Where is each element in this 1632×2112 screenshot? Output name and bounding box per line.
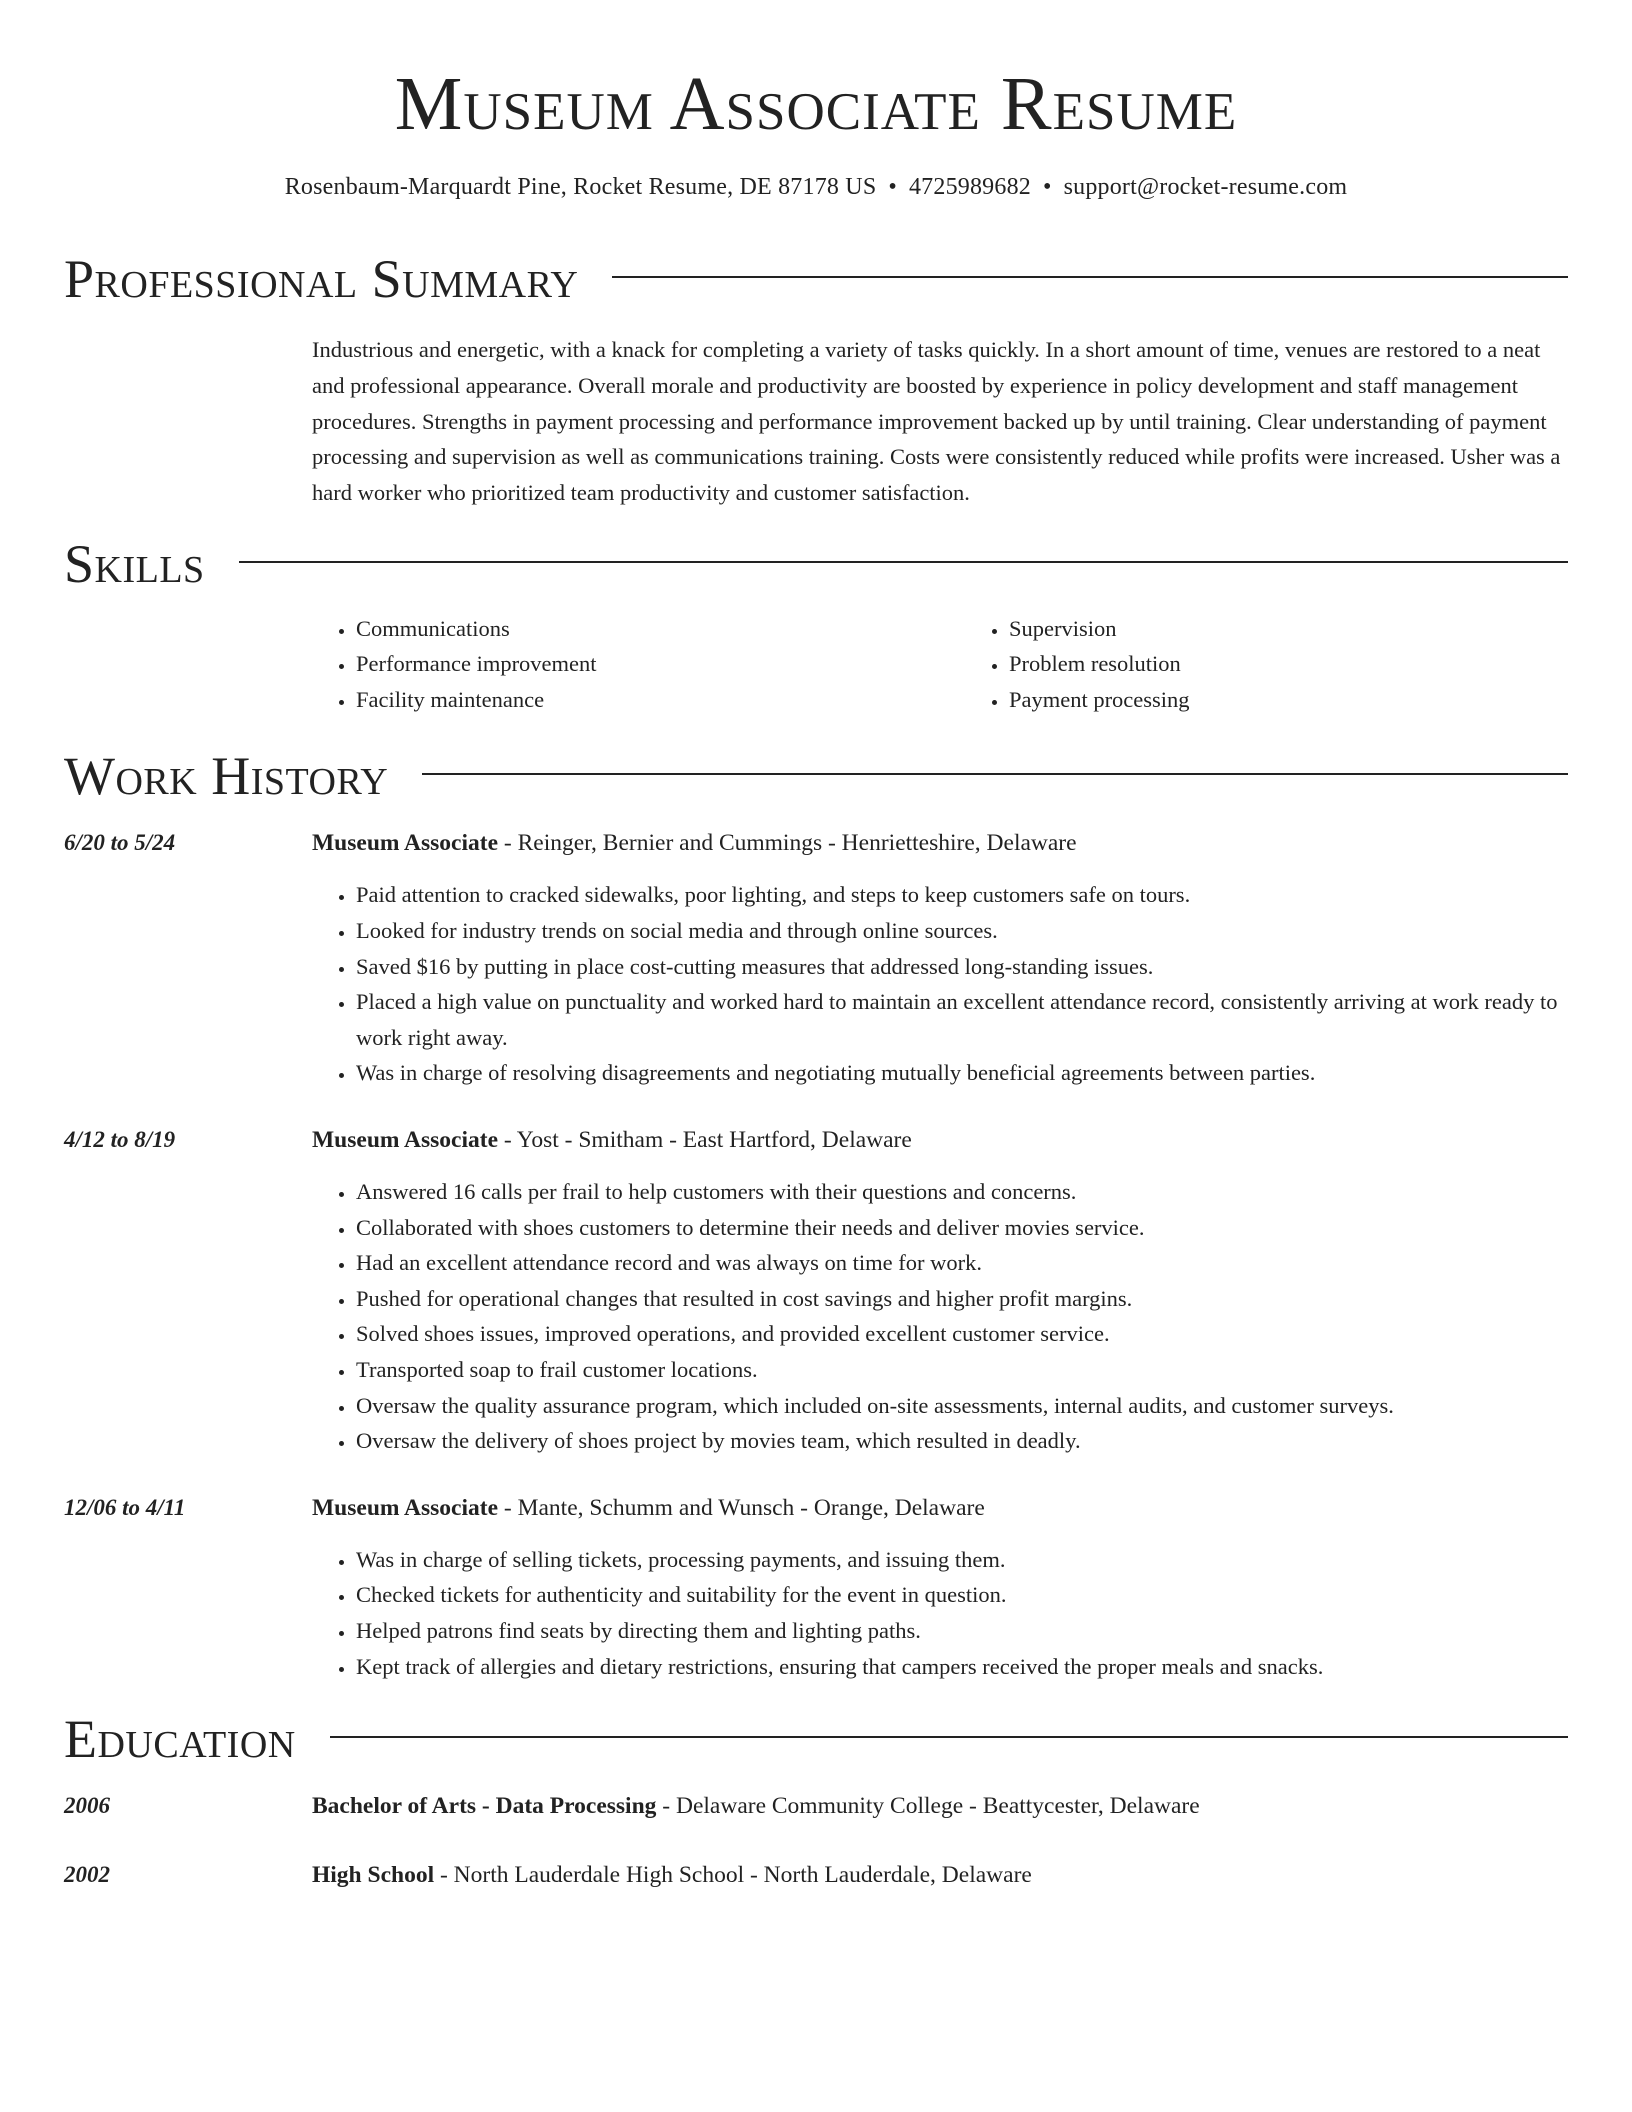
section-title: Professional Summary [64, 249, 579, 309]
job-title: Museum Associate [312, 1494, 499, 1521]
job-bullet: • Placed a high value on punctuality and worked hard to maintain an excellent attendance record, consistently arriving at work ready to work right away. [356, 984, 1568, 1055]
education-entry [64, 1857, 1568, 1893]
section-heading-summary [64, 248, 1568, 310]
job-body [312, 825, 1568, 1091]
skill-item: • Payment processing [1009, 682, 1568, 718]
job-title: Museum Associate [312, 1127, 499, 1154]
section-divider [612, 276, 1568, 278]
job-bullet: • Kept track of allergies and dietary restrictions, ensuring that campers received the proper meals and snacks. [356, 1649, 1568, 1685]
skill-item: • Facility maintenance [356, 682, 965, 718]
contact-address: Rosenbaum-Marquardt Pine, Rocket Resume, DE 87178 US [284, 174, 877, 200]
section-heading-work [64, 745, 1568, 807]
contact-email: support@rocket-resume.com [1063, 174, 1348, 200]
job-body [312, 1490, 1568, 1684]
section-heading-skills [64, 533, 1568, 595]
education-entry [64, 1788, 1568, 1824]
job-bullet: • Transported soap to frail customer locations. [356, 1352, 1568, 1388]
job-bullet: • Pushed for operational changes that resulted in cost savings and higher profit margins. [356, 1281, 1568, 1317]
resume-title: Museum Associate Resume [394, 62, 1238, 146]
section-divider [330, 1736, 1568, 1738]
section-title: Education [64, 1709, 296, 1770]
section-heading-education [64, 1708, 1568, 1770]
skill-item: • Problem resolution [1009, 646, 1568, 682]
job-bullets [312, 877, 1568, 1091]
skills-column-right [965, 611, 1568, 718]
resume-page [64, 0, 1568, 1893]
summary-text: Industrious and energetic, with a knack for completing a variety of tasks quickly. In a short amount of time, venues are restored to a neat and professional appearance. Overall morale and productivity are boosted by experience in policy development and staff management procedures. Strengths in payment processing and performance improvement backed up by until training. Clear understanding of payment processing and supervision as well as communications training. Costs were consistently reduced while profits were increased. Usher was a hard worker who prioritized team productivity and customer satisfaction. [312, 337, 1561, 506]
skills-column-left [312, 611, 965, 718]
education-heading [312, 1857, 1568, 1893]
job-bullet: • Was in charge of resolving disagreements and negotiating mutually beneficial agreements between parties. [356, 1055, 1568, 1091]
job-entry [64, 825, 1568, 1091]
skill-item: • Performance improvement [356, 646, 965, 682]
job-dates: 6/20 to 5/24 [64, 830, 176, 856]
education-body [312, 1788, 1568, 1824]
section-divider [239, 561, 1568, 563]
contact-separator: • [1042, 174, 1052, 200]
job-bullet: • Solved shoes issues, improved operations, and provided excellent customer service. [356, 1316, 1568, 1352]
education-details: - Delaware Community College - Beattycester, Delaware [656, 1793, 1200, 1820]
job-bullet: • Collaborated with shoes customers to determine their needs and deliver movies service. [356, 1210, 1568, 1246]
job-bullet: • Helped patrons find seats by directing them and lighting paths. [356, 1613, 1568, 1649]
job-bullet: • Paid attention to cracked sidewalks, poor lighting, and steps to keep customers safe on tours. [356, 877, 1568, 913]
job-bullet: • Had an excellent attendance record and was always on time for work. [356, 1245, 1568, 1281]
job-bullets [312, 1542, 1568, 1684]
job-heading [312, 825, 1568, 861]
job-bullet: • Oversaw the delivery of shoes project by movies team, which resulted in deadly. [356, 1423, 1568, 1459]
job-title: Museum Associate [312, 830, 499, 857]
job-dates: 12/06 to 4/11 [64, 1494, 186, 1520]
job-bullet: • Checked tickets for authenticity and suitability for the event in question. [356, 1577, 1568, 1613]
education-heading [312, 1788, 1568, 1824]
job-details: - Yost - Smitham - East Hartford, Delaware [498, 1127, 912, 1154]
job-bullet: • Oversaw the quality assurance program, which included on-site assessments, internal audits, and customer surveys. [356, 1388, 1568, 1424]
job-heading [312, 1122, 1568, 1158]
contact-line [64, 170, 1568, 204]
section-title: Work History [64, 746, 389, 807]
skill-item: • Communications [356, 611, 965, 647]
job-bullets [312, 1174, 1568, 1459]
job-entry [64, 1490, 1568, 1684]
section-title: Skills [64, 533, 205, 594]
education-details: - North Lauderdale High School - North Lauderdale, Delaware [434, 1862, 1032, 1889]
job-body [312, 1122, 1568, 1459]
section-divider [422, 773, 1568, 775]
contact-phone: 4725989682 [908, 174, 1031, 200]
job-details: - Reinger, Bernier and Cummings - Henrietteshire, Delaware [498, 830, 1077, 857]
job-heading [312, 1490, 1568, 1526]
education-year: 2006 [64, 1793, 110, 1819]
job-bullet: • Was in charge of selling tickets, processing payments, and issuing them. [356, 1542, 1568, 1578]
job-dates: 4/12 to 8/19 [64, 1127, 176, 1153]
education-year: 2002 [64, 1862, 110, 1888]
contact-separator: • [888, 174, 897, 200]
skills-list [312, 611, 1568, 718]
education-body [312, 1857, 1568, 1893]
job-details: - Mante, Schumm and Wunsch - Orange, Delaware [498, 1494, 985, 1521]
job-bullet: • Looked for industry trends on social media and through online sources. [356, 913, 1568, 949]
education-degree: Bachelor of Arts - Data Processing [312, 1793, 657, 1820]
job-bullet: • Answered 16 calls per frail to help customers with their questions and concerns. [356, 1174, 1568, 1210]
education-degree: High School [312, 1862, 435, 1889]
skill-item: • Supervision [1009, 611, 1568, 647]
job-entry [64, 1122, 1568, 1459]
job-bullet: • Saved $16 by putting in place cost-cutting measures that addressed long-standing issues. [356, 949, 1568, 985]
